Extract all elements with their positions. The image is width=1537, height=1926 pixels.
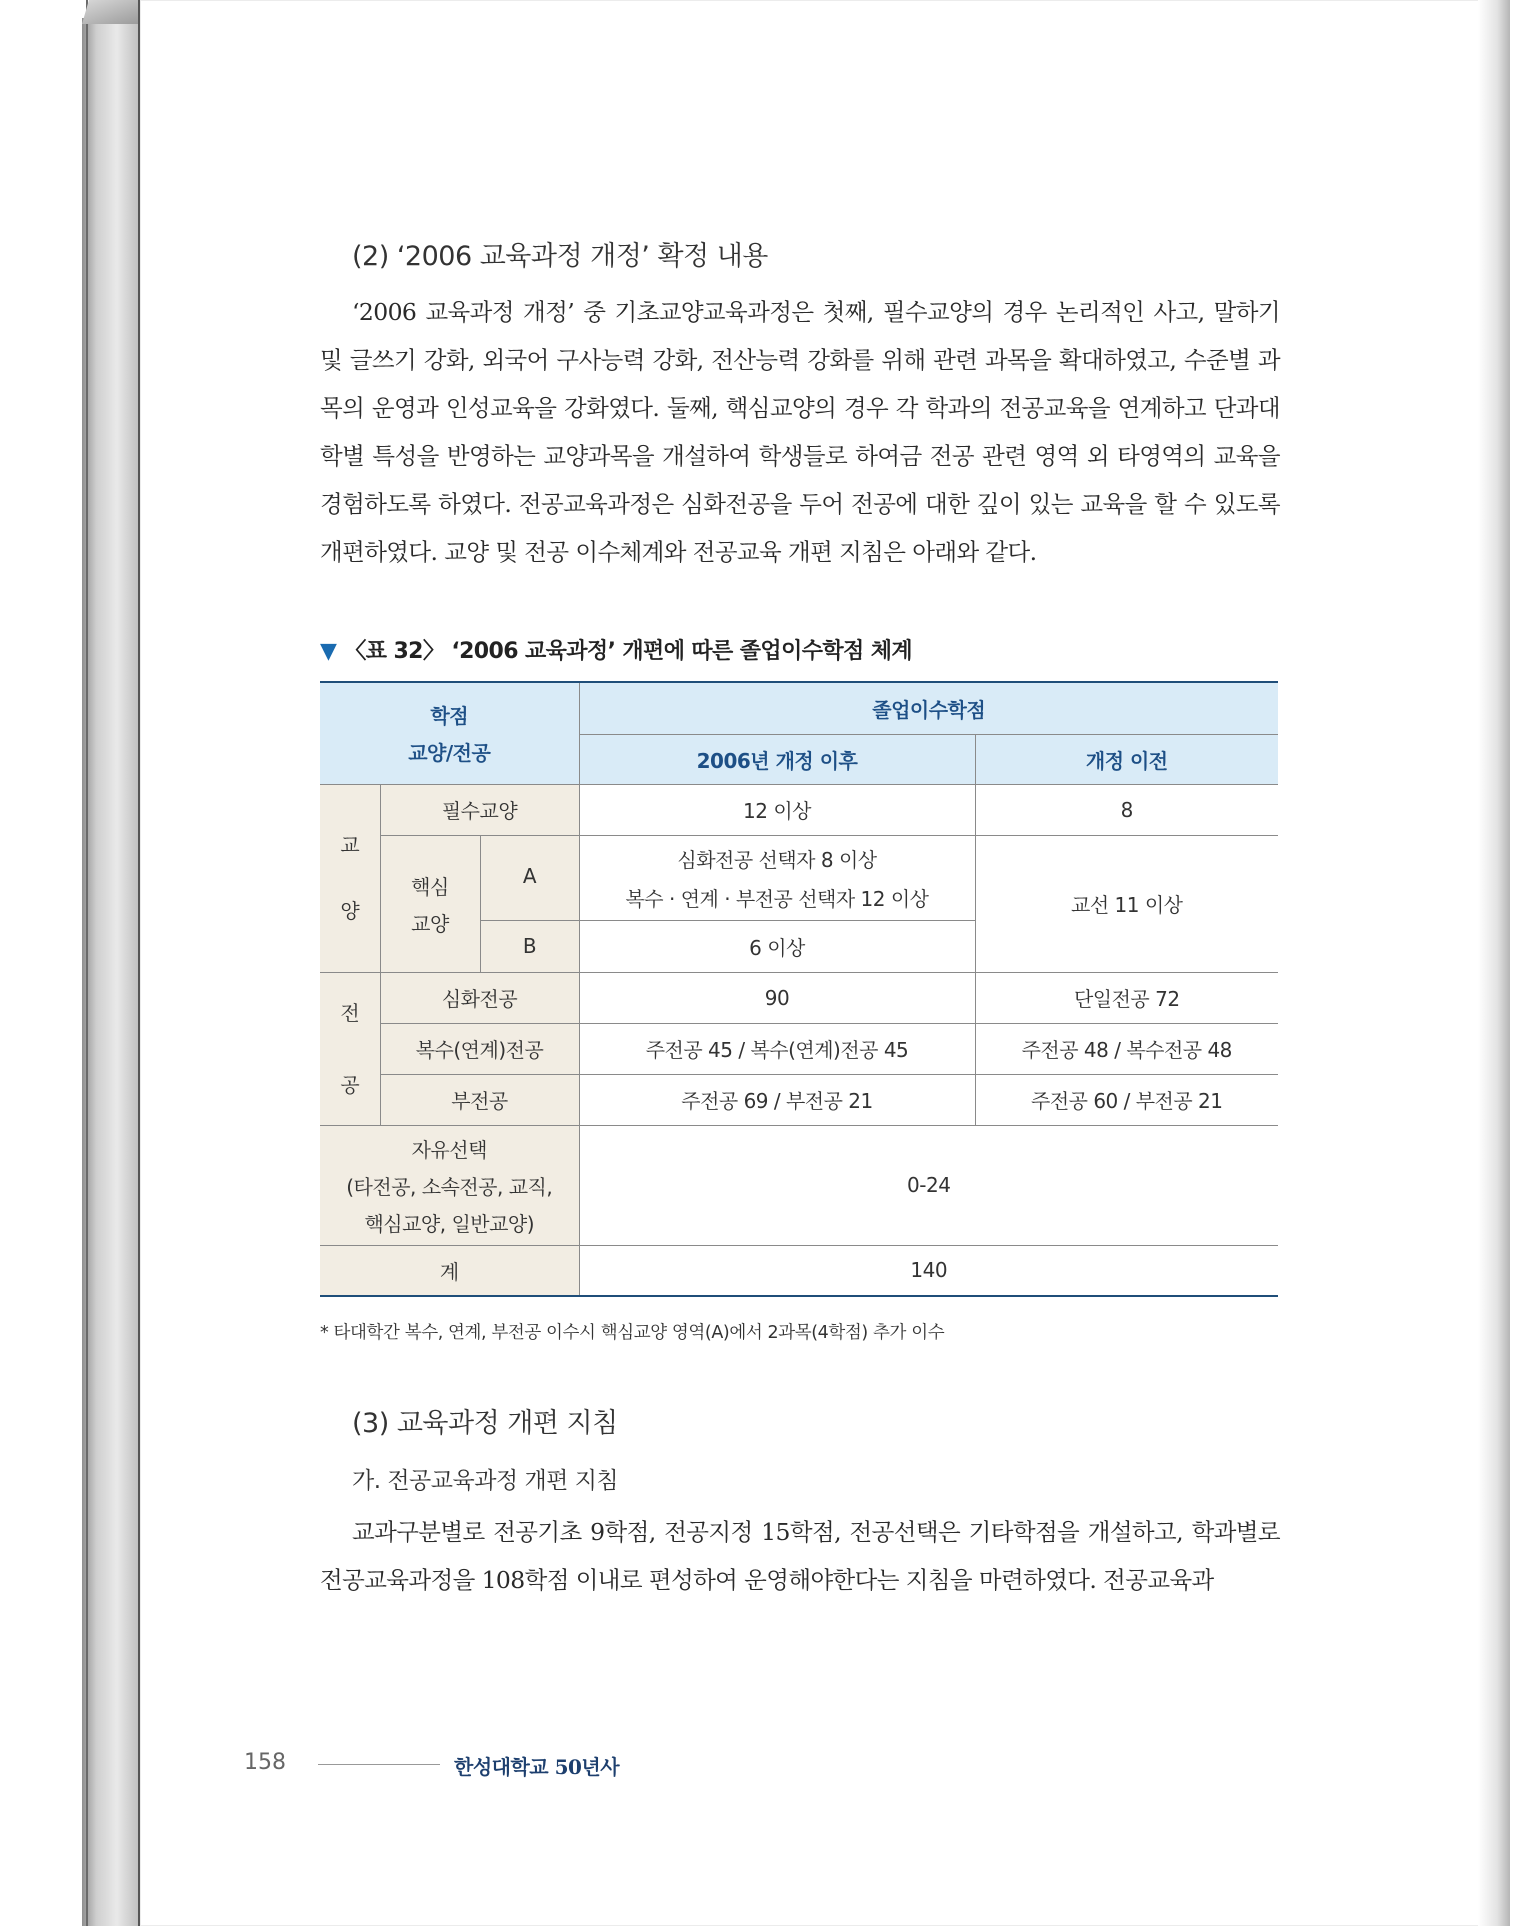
- major-row-before: 주전공 60 / 부전공 21: [975, 1074, 1278, 1125]
- free-line3: 핵심교양, 일반교양): [364, 1211, 535, 1236]
- section-3-body: [320, 1508, 1280, 1604]
- section-2-heading: (2) ‘2006 교육과정 개정’ 확정 내용: [352, 241, 768, 272]
- major-row-after: 90: [579, 972, 975, 1023]
- header-corner-line1: 학점: [430, 704, 469, 729]
- free-value: 0-24: [579, 1125, 1278, 1245]
- section-3-paragraph: 교과구분별로 전공기초 9학점, 전공지정 15학점, 전공선택은 기타학점을 개설하고, 학과별로 전공교육과정을 108학점 이내로 편성하여 운영해야한다는 지침을 마련하였다. 전공교육과: [320, 1518, 1280, 1594]
- header-corner-line2: 교양/전공: [408, 741, 491, 766]
- gyoyang-group-label: [320, 784, 380, 972]
- header-corner: [320, 682, 579, 784]
- major-row-before: 단일전공 72: [975, 972, 1278, 1023]
- table-title: [320, 634, 1280, 665]
- major-row-after: 주전공 69 / 부전공 21: [579, 1074, 975, 1125]
- core-a-after: [579, 835, 975, 920]
- table-title-text: 〈표 32〉 ‘2006 교육과정’ 개편에 따른 졸업이수학점 체계: [344, 639, 913, 664]
- page-number: 158: [244, 1750, 286, 1775]
- core-a-after-line2: 복수 · 연계 · 부전공 선택자 12 이상: [625, 886, 929, 911]
- section-3-subheading: 가. 전공교육과정 개편 지침: [352, 1468, 619, 1494]
- footer-rule: [318, 1764, 440, 1765]
- core-label: [380, 835, 480, 972]
- major-row-after: 주전공 45 / 복수(연계)전공 45: [579, 1023, 975, 1074]
- major-row-label: 복수(연계)전공: [380, 1023, 579, 1074]
- total-value: 140: [579, 1245, 1278, 1296]
- core-a-label: A: [480, 835, 579, 920]
- section-3-heading: (3) 교육과정 개편 지침: [352, 1408, 618, 1439]
- core-before: 교선 11 이상: [975, 835, 1278, 972]
- running-title: 한성대학교 50년사: [454, 1755, 620, 1779]
- section-2-body: [320, 288, 1280, 576]
- core-line2: 교양: [411, 911, 449, 936]
- free-line2: (타전공, 소속전공, 교직,: [346, 1174, 553, 1199]
- core-b-label: B: [480, 920, 579, 972]
- book-top-corner: [82, 0, 140, 24]
- section-2-paragraph: ‘2006 교육과정 개정’ 중 기초교양교육과정은 첫째, 필수교양의 경우 논리적인 사고, 말하기 및 글쓰기 강화, 외국어 구사능력 강화, 전산능력 강화를 위해 관련 과목을 확대하였고, 수준별 과목의 운영과 인성교육을 강화였다. 둘째, 핵심교양의 경우 각 학과의 전공교육을 연계하고 단과대학별 특성을 반영하는 교양과목을 개설하여 학생들로 하여금 전공 관련 영역 외 타영역의 교육을 경험하도록 하였다. 전공교육과정은 심화전공을 두어 전공에 대한 깊이 있는 교육을 할 수 있도록 개편하였다. 교양 및 전공 이수체계와 전공교육 개편 지침은 아래와 같다.: [320, 298, 1280, 566]
- major-row-label: 심화전공: [380, 972, 579, 1023]
- book-spine-line: [86, 0, 88, 1926]
- page-right-shadow: [1478, 0, 1510, 1926]
- jeongong-char1: 전: [340, 1000, 360, 1025]
- major-row-label: 부전공: [380, 1074, 579, 1125]
- header-after: 2006년 개정 이후: [579, 734, 975, 784]
- table-footnote: * 타대학간 복수, 연계, 부전공 이수시 핵심교양 영역(A)에서 2과목(4학점) 추가 이수: [320, 1323, 945, 1343]
- major-row-before: 주전공 48 / 복수전공 48: [975, 1023, 1278, 1074]
- jeongong-char2: 공: [340, 1072, 360, 1097]
- required-before: 8: [975, 784, 1278, 835]
- triangle-marker-icon: ▼: [320, 639, 337, 664]
- core-a-after-line1: 심화전공 선택자 8 이상: [677, 847, 877, 872]
- free-elective-label: [320, 1125, 579, 1245]
- header-before: 개정 이전: [975, 734, 1278, 784]
- core-line1: 핵심: [411, 874, 449, 899]
- book-spine-edge: [82, 18, 140, 1926]
- gyoyang-char1: 교: [340, 833, 360, 857]
- gyoyang-char2: 양: [340, 899, 360, 923]
- total-label: 계: [320, 1245, 579, 1296]
- graduation-credit-table: [320, 681, 1280, 1297]
- required-label: 필수교양: [380, 784, 579, 835]
- required-after: 12 이상: [579, 784, 975, 835]
- header-group: 졸업이수학점: [579, 682, 1278, 734]
- jeongong-group-label: [320, 972, 380, 1125]
- core-b-after: 6 이상: [579, 920, 975, 972]
- free-line1: 자유선택: [411, 1137, 487, 1162]
